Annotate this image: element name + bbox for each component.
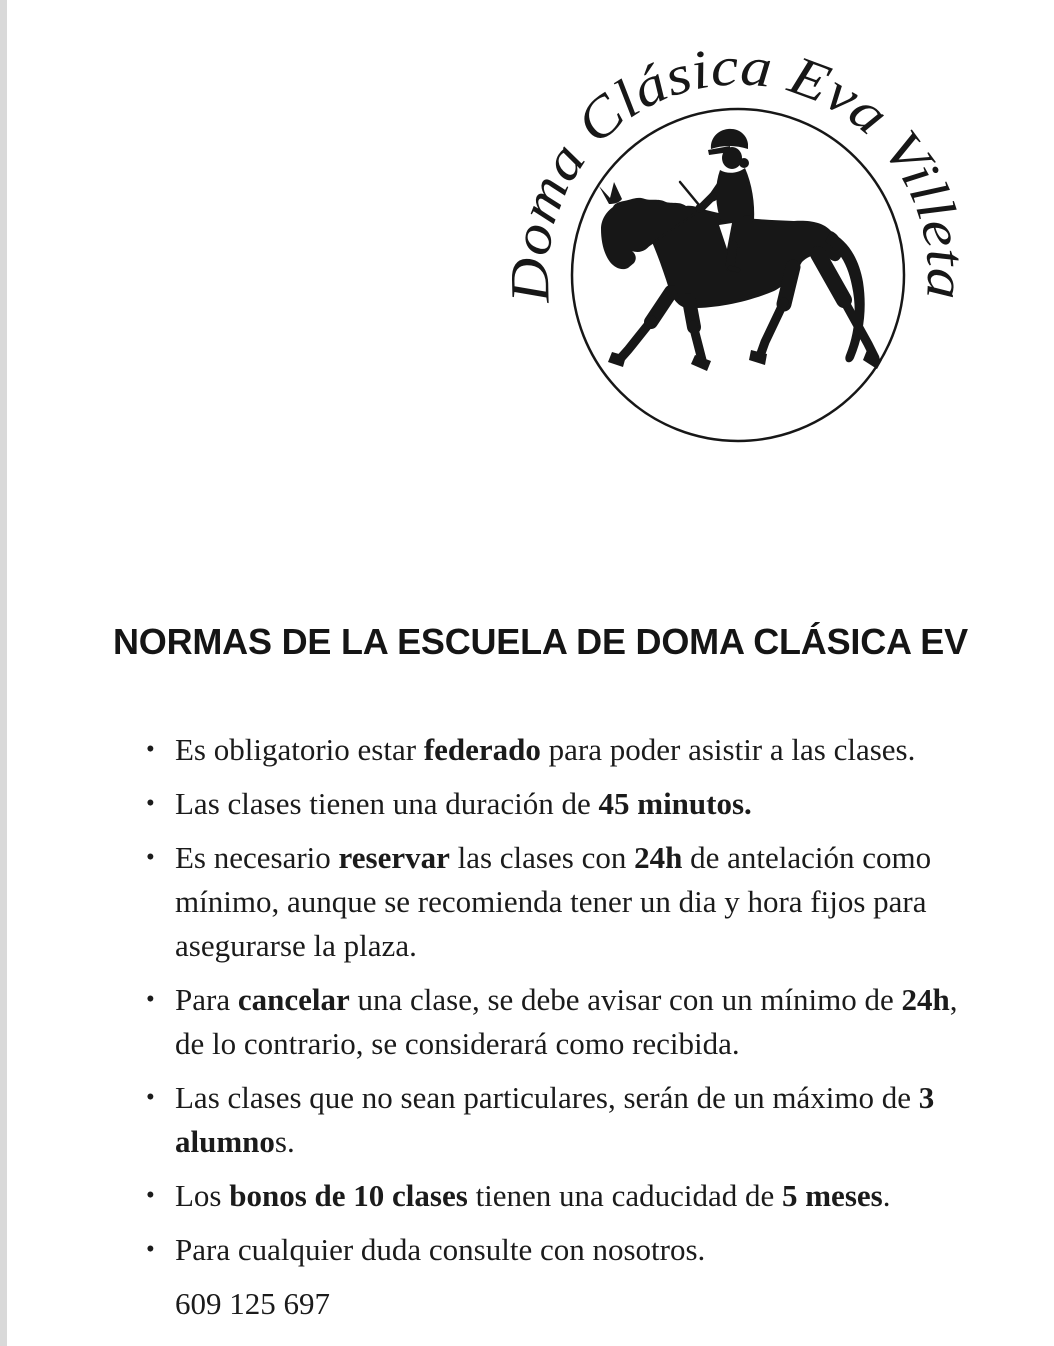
bullet-marker: • <box>146 736 155 763</box>
rule-text: Las clases tienen una duración de 45 minutos. <box>175 786 752 821</box>
bullet-marker: • <box>146 844 155 871</box>
rule-text: Los bonos de 10 clases tienen una caducidad de 5 meses. <box>175 1178 891 1213</box>
rider-helmet <box>711 129 748 149</box>
horse-and-rider-icon <box>599 129 882 371</box>
rule-text: Para cualquier duda consulte con nosotros. <box>175 1232 706 1267</box>
rule-text: Es obligatorio estar federado para poder asistir a las clases. <box>175 732 916 767</box>
rule-text: Las clases que no sean particulares, serán de un máximo de 3 alumnos. <box>175 1080 935 1159</box>
phone-number: 609 125 697 <box>175 1286 330 1321</box>
bullet-marker: • <box>146 986 155 1013</box>
logo-arc-text: Doma Clásica Eva Villeta <box>498 35 978 304</box>
rule-item <box>146 836 1054 968</box>
logo-graphic <box>488 12 988 482</box>
rules-section <box>0 620 1054 1326</box>
rule-text: Es necesario reservar las clases con 24h de antelación como mínimo, aunque se recomienda tener un dia y hora fijos para asegurarse la plaza. <box>175 840 932 963</box>
bullet-marker: • <box>146 1236 155 1263</box>
bullet-marker: • <box>146 790 155 817</box>
rules-list <box>0 728 1054 1272</box>
rule-item <box>146 1228 1054 1272</box>
school-logo <box>488 12 988 482</box>
rule-item <box>146 978 1054 1066</box>
rule-item <box>146 1076 1054 1164</box>
bullet-marker: • <box>146 1084 155 1111</box>
bullet-marker: • <box>146 1182 155 1209</box>
rule-text: Para cancelar una clase, se debe avisar con un mínimo de 24h, de lo contrario, se considerará como recibida. <box>175 982 958 1061</box>
rule-item <box>146 728 1054 772</box>
rule-item <box>146 782 1054 826</box>
riding-whip <box>680 182 699 205</box>
page-title: NORMAS DE LA ESCUELA DE DOMA CLÁSICA EV <box>113 621 968 662</box>
rule-item <box>146 1174 1054 1218</box>
